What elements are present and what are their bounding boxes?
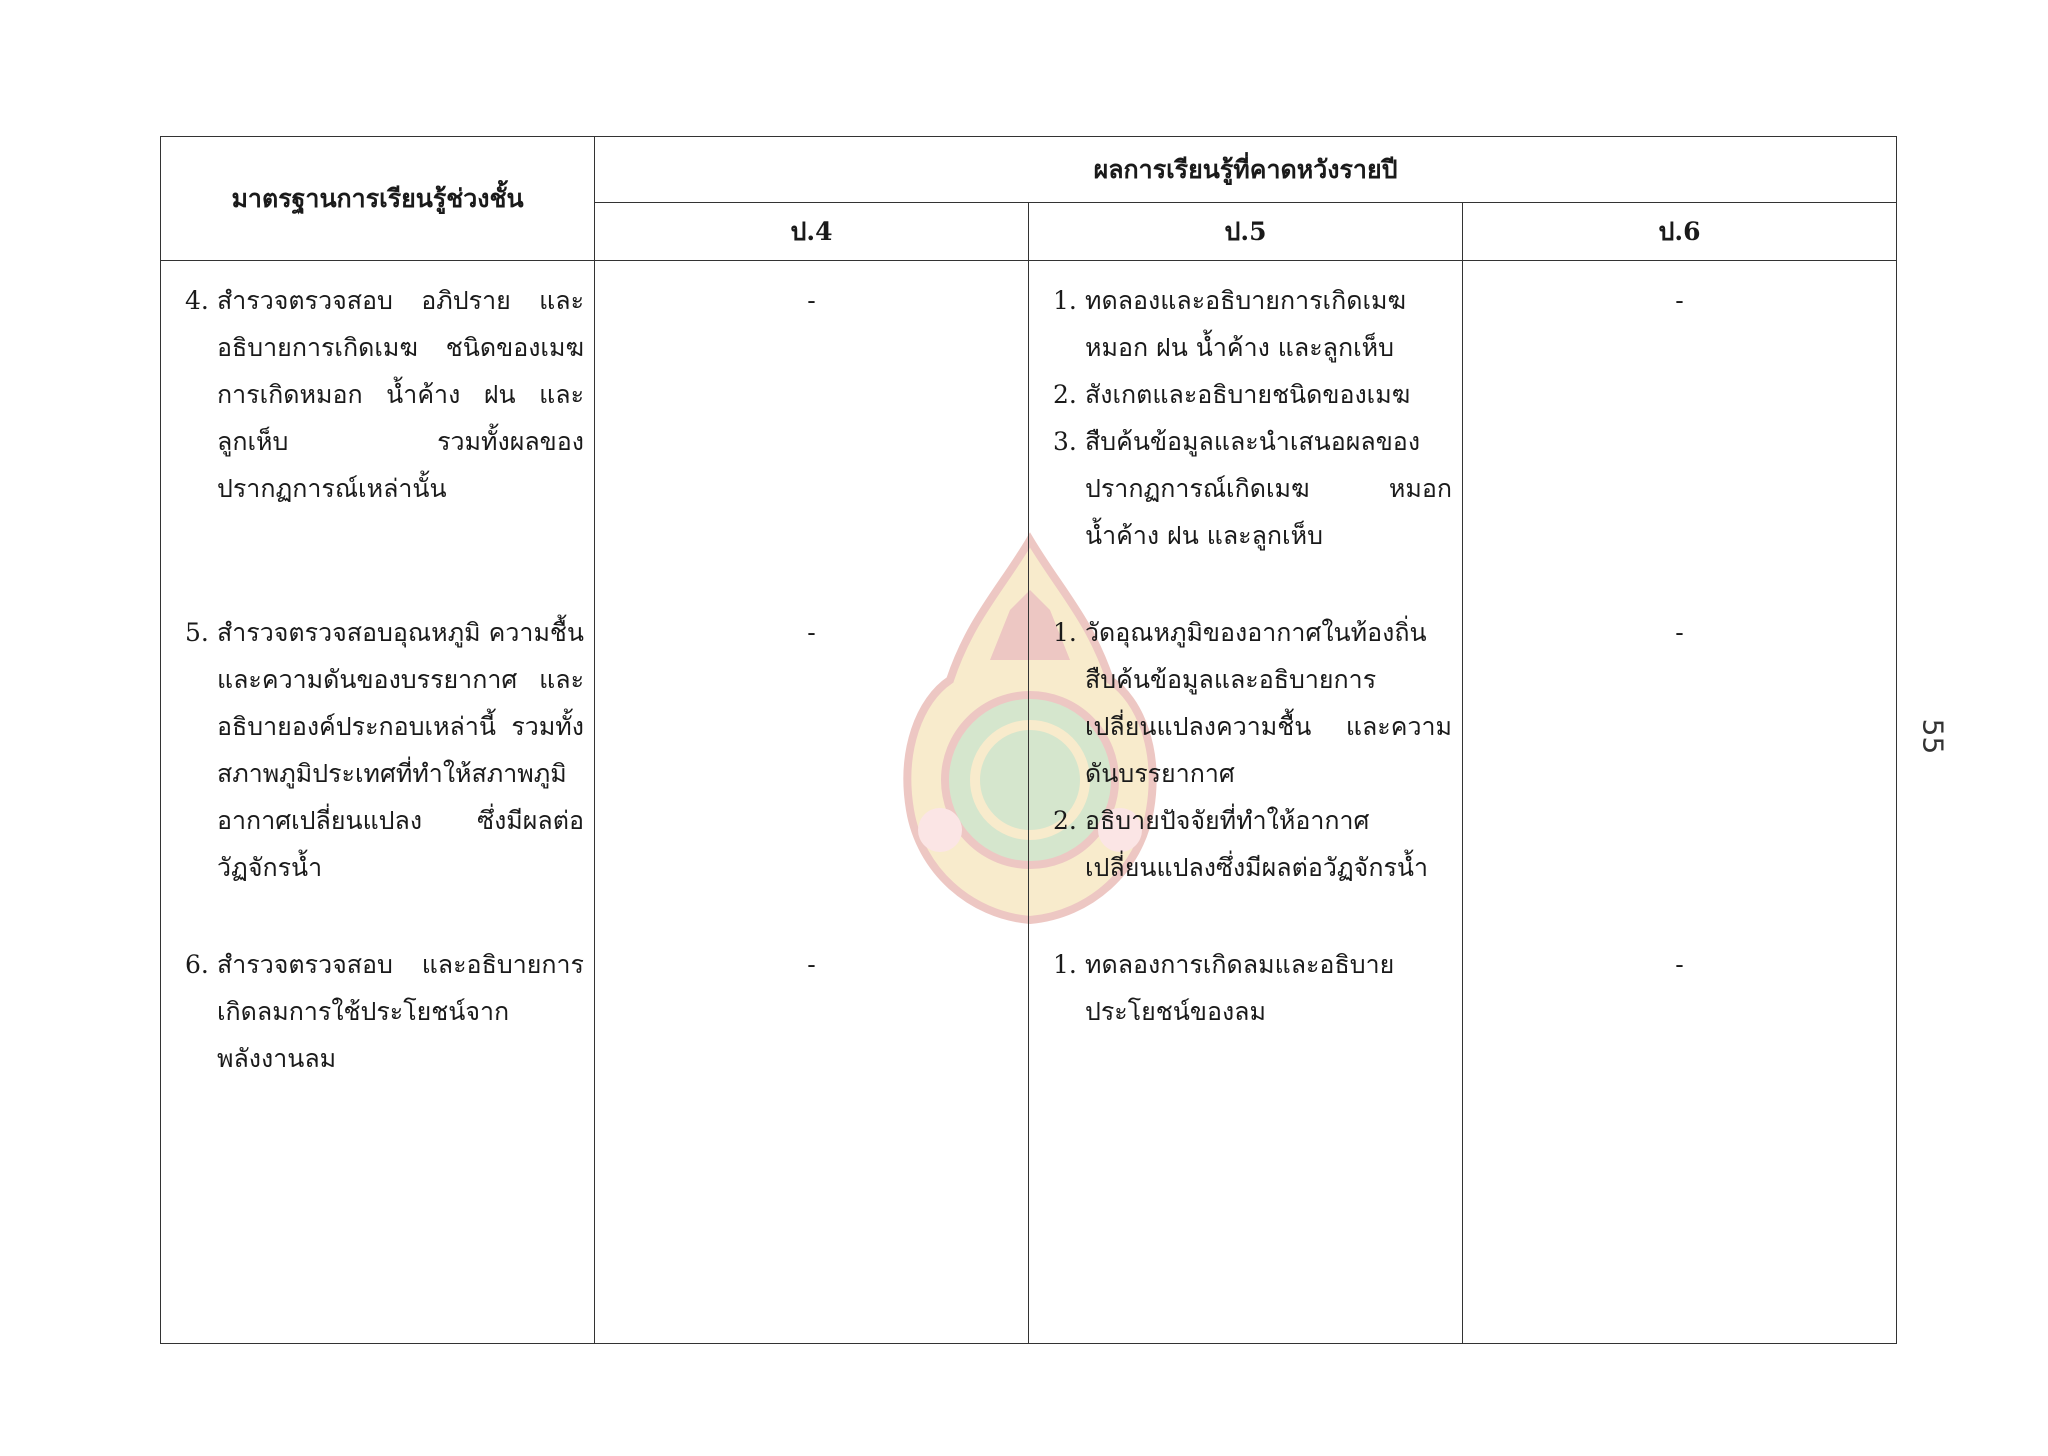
standard-cell bbox=[161, 261, 595, 1344]
p4-dash: - bbox=[807, 286, 816, 315]
standard-column-header: มาตรฐานการเรียนรู้ช่วงชั้น bbox=[161, 137, 595, 261]
p5-list: 1. ทดลองและอธิบายการเกิดเมฆ หมอก ฝน น้ำค้าง และลูกเห็บ 2. สังเกตและอธิบายชนิดของเมฆ 3. สืบค้นข้อมูลและนำเสนอผลของปรากฏการณ์เกิดเมฆ หมอก น้ำค้าง ฝน และลูกเห็บ bbox=[1053, 286, 1452, 550]
p4-dash: - bbox=[807, 950, 816, 979]
p6-dash: - bbox=[1675, 950, 1684, 979]
grade-header-p6: ป.6 bbox=[1463, 203, 1897, 261]
outcomes-column-header: ผลการเรียนรู้ที่คาดหวังรายปี bbox=[595, 137, 1897, 203]
standard-item: 4. สำรวจตรวจสอบ อภิปราย และอธิบายการเกิดเมฆ ชนิดของเมฆ การเกิดหมอก น้ำค้าง ฝน และลูกเห็บ รวมทั้งผลของปรากฏการณ์เหล่านั้น bbox=[185, 286, 584, 503]
p6-dash: - bbox=[1675, 618, 1684, 647]
p4-dash: - bbox=[807, 618, 816, 647]
grade-header-p5: ป.5 bbox=[1029, 203, 1463, 261]
p6-cell bbox=[1463, 261, 1897, 1344]
p5-list: 1. วัดอุณหภูมิของอากาศในท้องถิ่นสืบค้นข้อมูลและอธิบายการเปลี่ยนแปลงความชื้น และความดันบรรยากาศ 2. อธิบายปัจจัยที่ทำให้อากาศเปลี่ยนแปลงซึ่งมีผลต่อวัฏจักรน้ำ bbox=[1053, 618, 1452, 882]
grade-header-p4: ป.4 bbox=[595, 203, 1029, 261]
p5-list: 1. ทดลองการเกิดลมและอธิบายประโยชน์ของลม bbox=[1053, 950, 1395, 1026]
standard-item: 5. สำรวจตรวจสอบอุณหภูมิ ความชื้นและความดันของบรรยากาศ และอธิบายองค์ประกอบเหล่านี้ รวมทั้งสภาพภูมิประเทศที่ทำให้สภาพภูมิอากาศเปลี่ยนแปลง ซึ่งมีผลต่อวัฏจักรน้ำ bbox=[185, 618, 584, 882]
page-number: 55 bbox=[1916, 718, 1950, 755]
p6-dash: - bbox=[1675, 286, 1684, 315]
p5-cell bbox=[1029, 261, 1463, 1344]
standard-item: 6. สำรวจตรวจสอบ และอธิบายการเกิดลมการใช้ประโยชน์จากพลังงานลม bbox=[185, 950, 584, 1073]
curriculum-table bbox=[160, 136, 1897, 1344]
p4-cell bbox=[595, 261, 1029, 1344]
